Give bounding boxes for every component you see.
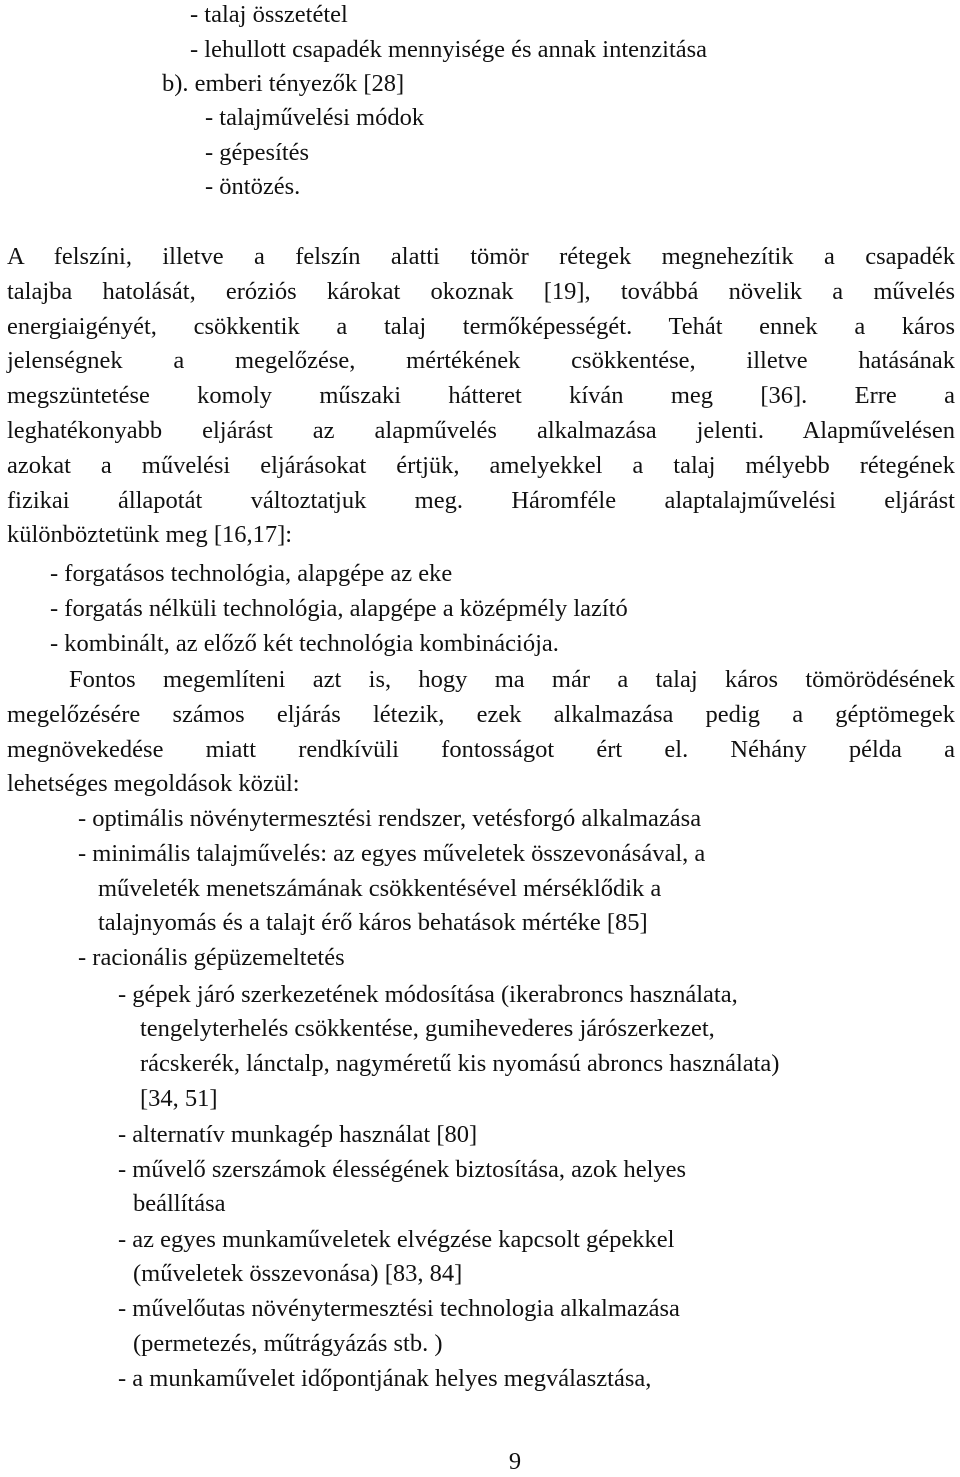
list-item: - forgatásos technológia, alapgépe az eke xyxy=(50,560,453,587)
paragraph-line: A felszíni, illetve a felszín alatti tömör rétegek megnehezítik a csapadék xyxy=(7,243,955,270)
paragraph-line: azokat a művelési eljárásokat értjük, amelyekkel a talaj mélyebb rétegének xyxy=(7,451,955,479)
list-item: - talajművelési módok xyxy=(205,104,425,131)
sub-list-item-continuation: [34, 51] xyxy=(140,1085,218,1112)
sub-list-item-continuation: tengelyterhelés csökkentése, gumihevederes járószerkezet, xyxy=(140,1015,715,1042)
paragraph xyxy=(7,663,955,802)
list-item-continuation: talajnyomás és a talajt érő káros behatások mértéke [85] xyxy=(98,909,648,936)
paragraph-line: leghatékonyabb eljárást az alapművelés alkalmazása jelenti. Alapművelésen xyxy=(7,416,955,444)
list-item: b). emberi tényezők [28] xyxy=(162,70,405,97)
paragraph-line: fizikai állapotát változtatjuk meg. Háromféle alaptalajművelési eljárást xyxy=(7,486,955,514)
sub-list-item-continuation: rácskerék, lánctalp, nagyméretű kis nyomású abroncs használata) xyxy=(140,1050,780,1077)
sub-list-item: - művelőutas növénytermesztési technologia alkalmazása xyxy=(118,1295,680,1322)
paragraph-line: energiaigényét, csökkentik a talaj termőképességét. Tehát ennek a káros xyxy=(7,312,955,340)
paragraph xyxy=(7,240,955,553)
list-item: - talaj összetétel xyxy=(190,1,348,28)
sub-list-item: - művelő szerszámok élességének biztosítása, azok helyes xyxy=(118,1156,687,1183)
list-item: - optimális növénytermesztési rendszer, vetésforgó alkalmazása xyxy=(78,805,702,832)
paragraph-line: megszüntetése komoly műszaki hátteret kíván meg [36]. Erre a xyxy=(7,382,955,410)
list-item: - gépesítés xyxy=(205,139,310,166)
list-item: - lehullott csapadék mennyisége és annak intenzitása xyxy=(190,36,708,63)
paragraph-line: talajba hatolását, eróziós károkat okoznak [19], továbbá növelik a művelés xyxy=(7,277,955,305)
list-item: - kombinált, az előző két technológia kombinációja. xyxy=(50,630,559,657)
list-item: - forgatás nélküli technológia, alapgépe a középmély lazító xyxy=(50,595,628,622)
paragraph-line: lehetséges megoldások közül: xyxy=(7,770,300,798)
page-number: 9 xyxy=(508,1448,522,1475)
sub-list-item-continuation: beállítása xyxy=(133,1190,226,1217)
paragraph-line: megnövekedése miatt rendkívüli fontosságot ért el. Néhány példa a xyxy=(7,735,955,763)
paragraph-line: jelenségnek a megelőzése, mértékének csökkentése, illetve hatásának xyxy=(7,347,955,375)
sub-list-item: - a munkaművelet időpontjának helyes megválasztása, xyxy=(118,1365,652,1392)
list-item: - minimális talajművelés: az egyes műveletek összevonásával, a xyxy=(78,840,706,867)
list-item-continuation: műveleték menetszámának csökkentésével mérséklődik a xyxy=(98,875,662,902)
sub-list-item: - az egyes munkaműveletek elvégzése kapcsolt gépekkel xyxy=(118,1226,675,1253)
sub-list-item: - gépek járó szerkezetének módosítása (ikerabroncs használata, xyxy=(118,981,738,1008)
sub-list-item-continuation: (műveletek összevonása) [83, 84] xyxy=(133,1260,463,1287)
paragraph-line: megelőzésére számos eljárás létezik, ezek alkalmazása pedig a géptömegek xyxy=(7,700,955,728)
list-item: - öntözés. xyxy=(205,173,301,200)
paragraph-line: különböztetünk meg [16,17]: xyxy=(7,521,293,549)
sub-list-item-continuation: (permetezés, műtrágyázás stb. ) xyxy=(133,1330,443,1357)
sub-list-item: - alternatív munkagép használat [80] xyxy=(118,1121,478,1148)
list-item: - racionális gépüzemeltetés xyxy=(78,944,345,971)
paragraph-line: Fontos megemlíteni azt is, hogy ma már a talaj káros tömörödésének xyxy=(69,666,955,693)
